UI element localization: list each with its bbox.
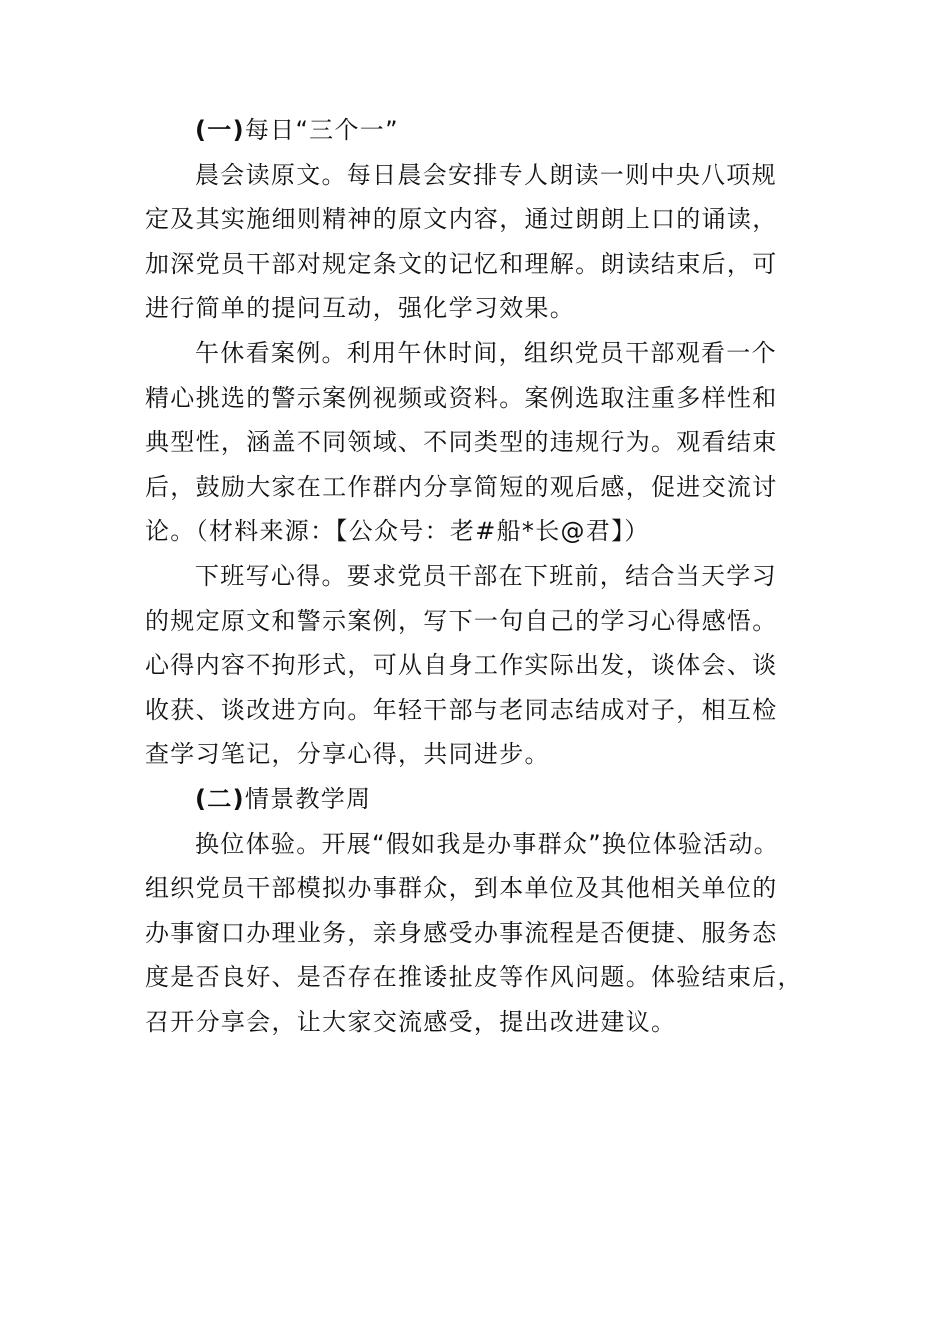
paragraph-line: 精心挑选的警示案例视频或资料。案例选取注重多样性和 [145,383,778,412]
heading-text: 每日“三个一” [244,116,399,144]
paragraph-line: 典型性，涵盖不同领域、不同类型的违规行为。观看结束 [145,428,778,457]
paragraph-line: 办事窗口办理业务，亲身感受办事流程是否便捷、服务态 [145,918,778,947]
document-page [145,108,825,1044]
paragraph-line: 查学习笔记，分享心得，共同进步。 [145,740,550,769]
section-heading-2 [145,777,825,822]
paragraph-line: 定及其实施细则精神的原文内容，通过朗朗上口的诵读， [145,205,778,234]
paragraph-line: 加深党员干部对规定条文的记忆和理解。朗读结束后，可 [145,249,778,278]
heading-number: (二) [195,784,245,813]
paragraph-line: 论。（材料来源：【公众号：老#船*长@君】） [145,517,650,546]
paragraph-line: 晨会读原文。每日晨会安排专人朗读一则中央八项规 [195,160,777,189]
paragraph-line: 度是否良好、是否存在推诿扯皮等作风问题。体验结束后， [145,963,803,992]
heading-number: (一) [195,116,245,144]
paragraph-line: 午休看案例。利用午休时间，组织党员干部观看一个 [195,338,777,367]
paragraph-line: 收获、谈改进方向。年轻干部与老同志结成对子，相互检 [145,695,778,724]
paragraph-line: 组织党员干部模拟办事群众，到本单位及其他相关单位的 [145,874,778,903]
paragraph-line: 后，鼓励大家在工作群内分享简短的观后感，促进交流讨 [145,472,778,501]
paragraph-line: 的规定原文和警示案例，写下一句自己的学习心得感悟。 [145,606,778,635]
section-heading-1 [145,108,825,153]
paragraph-line: 进行简单的提问互动，强化学习效果。 [145,294,576,323]
heading-text: 情景教学周 [244,784,372,813]
paragraph-line: 召开分享会，让大家交流感受，提出改进建议。 [145,1007,677,1036]
paragraph-line: 心得内容不拘形式，可从自身工作实际出发，谈体会、谈 [145,651,778,680]
paragraph-line: 下班写心得。要求党员干部在下班前，结合当天学习 [195,561,777,590]
paragraph-line: 换位体验。开展“假如我是办事群众”换位体验活动。 [195,829,780,858]
